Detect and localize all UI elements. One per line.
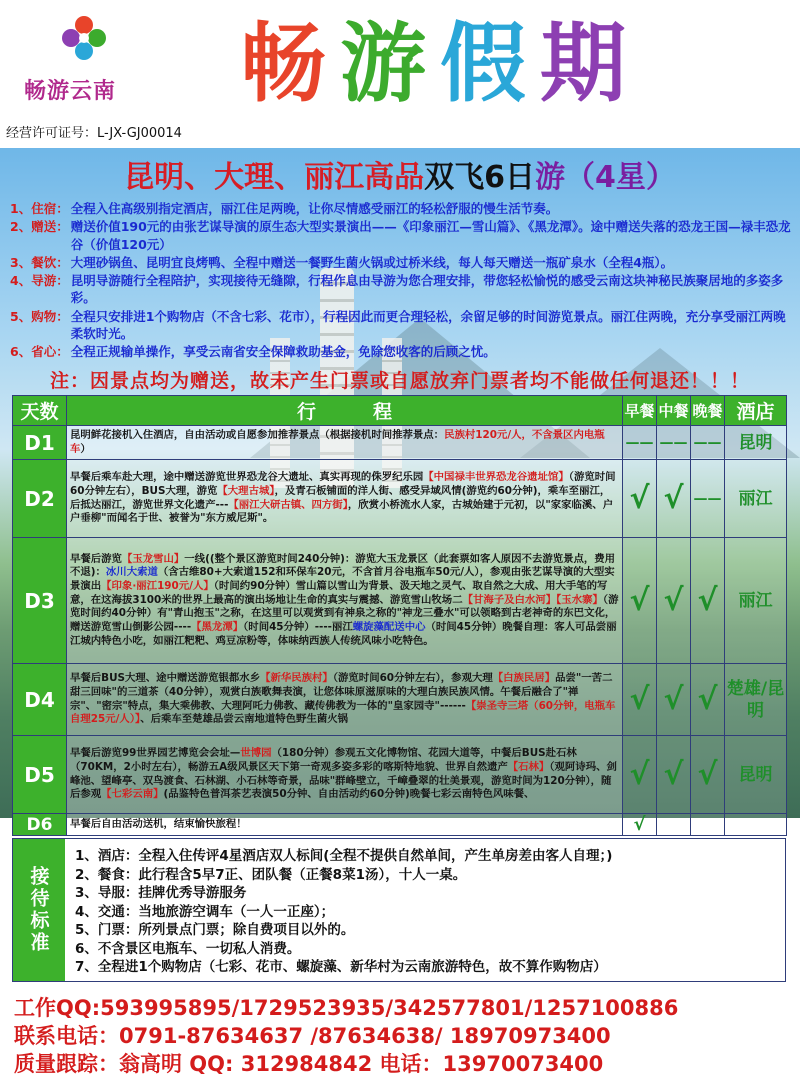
feature-item: [10, 254, 794, 271]
lunch-cell: √: [657, 664, 691, 736]
hotel-cell: 丽江: [725, 460, 787, 538]
dinner-cell: √: [691, 664, 725, 736]
features-list: [10, 200, 794, 362]
feature-text: 昆明导游随行全程陪护，实现接待无缝隙，行程作息由导游为您合理安排，带您轻松愉悦的感受云南这块神秘民族聚居地的多姿多彩。: [70, 273, 784, 306]
desc-segment: （观阿诗玛、剑峰池、望峰亭、双鸟渡食、石林湖、小石林等奇景，品味"群峰壁立，千嶂叠翠的壮美景观，游览时间为120分钟），随后参观: [70, 760, 617, 801]
desc-segment: (品鉴特色普洱茶艺表演50分钟、自由活动约60分钟)晚餐七彩云南特色风味餐、: [163, 788, 535, 801]
standard-item: 1、酒店：全程入住传评4星酒店双人标间(全程不提供自然单间，产生单房差由客人自理；): [75, 848, 613, 864]
feature-text: 全程只安排进1个购物店（不含七彩、花市），行程因此而更合理轻松，余留足够的时间游览景点。丽江住两晚，充分享受丽江两晚柔软时光。: [70, 308, 786, 342]
desc-segment: （游览时间60分钟左右），BUS大理，游览: [70, 471, 616, 497]
desc-segment: 早餐后游览: [70, 552, 122, 565]
phone-value: 0791-87634637 /87634638/ 18970973400: [119, 1024, 611, 1048]
table-row: [13, 814, 787, 836]
desc-segment: 早餐后自由活动送机，结束愉快旅程！: [70, 817, 247, 830]
feature-label: 赠送：: [31, 219, 69, 235]
header: [0, 0, 800, 148]
feature-text: 赠送价值190元的由张艺谋导演的原生态大型实景演出——《印象丽江—雪山篇》、《黑龙潭》。途中赠送失落的恐龙王国—禄丰恐龙谷（价值120元）: [70, 219, 791, 252]
brand-char: 期: [540, 13, 640, 114]
feature-label: 导游：: [31, 273, 69, 289]
breakfast-cell: √: [623, 460, 657, 538]
desc-segment: ，及青石板铺面的洋人街、感受异域风情(游览约60分钟)，乘车至丽江，后抵达丽江，游览世界文化遗产---: [70, 484, 611, 511]
brand-char: 畅: [240, 13, 340, 114]
breakfast-cell: √: [623, 538, 657, 664]
phone-line: [14, 1020, 611, 1050]
lunch-cell: √: [657, 538, 691, 664]
day-cell: D1: [13, 426, 67, 460]
desc-segment: 、后乘车至楚雄品尝云南地道特色野生菌火锅: [140, 713, 349, 726]
desc-segment: 民族村120元/人，不含景区内电瓶车: [70, 428, 605, 455]
lunch-cell: √: [657, 736, 691, 814]
desc-segment: ）: [80, 442, 91, 455]
standards-list: [65, 839, 785, 981]
feature-number: 2、: [10, 219, 32, 235]
desc-segment: 【黑龙潭】: [191, 621, 244, 634]
desc-segment: 【大理古城】: [217, 484, 275, 497]
feature-label: 住宿：: [31, 201, 69, 216]
header-hotel: 酒店: [725, 396, 787, 426]
hotel-cell: 昆明: [725, 736, 787, 814]
itinerary-desc: [67, 814, 623, 836]
feature-number: 3、: [10, 254, 32, 270]
logo-text: 畅游云南: [24, 79, 117, 104]
desc-segment: 【新华民族村】: [260, 672, 333, 685]
desc-segment: 早餐后BUS大理、途中赠送游览银都水乡: [70, 672, 261, 685]
hotel-cell: 丽江: [725, 538, 787, 664]
dinner-cell: ——: [691, 426, 725, 460]
route-title-part3: 游（4星）: [535, 160, 676, 195]
route-title-part1: 昆明、大理、丽江高品: [124, 160, 425, 195]
desc-segment: 【七彩云南】: [101, 788, 164, 801]
lunch-cell: √: [657, 460, 691, 538]
desc-segment: 【石林】: [507, 760, 550, 773]
desc-segment: （时间约90分钟）雪山篇以雪山为背景、汲天地之灵气、取自然之大成、用大手笔的写意，在这海拔3100米的世界上最高的演出场地让生命的真实与震撼、游览雪山牧场二: [70, 579, 608, 606]
desc-segment: 早餐后游览99世界园艺博览会会址—: [70, 747, 241, 760]
dinner-cell: √: [691, 736, 725, 814]
standard-item: 7、全程进1个购物店（七彩、花市、螺旋藻、新华村为云南旅游特色，故不算作购物店）: [75, 959, 607, 975]
desc-segment: （含古维80+大索道152和环保车20元，不含首月谷电瓶车50元/人），参观由张艺谋导演的大型实景演出: [70, 566, 615, 592]
desc-segment: 【印象·丽江190元/人】: [101, 579, 214, 592]
header-breakfast: 早餐: [623, 396, 657, 426]
feature-item: [10, 343, 794, 360]
brand-char: 游: [340, 13, 440, 114]
table-row: [13, 426, 787, 460]
feature-text: 全程正规输单操作，享受云南省安全保障救助基金，免除您收客的后顾之忧。: [70, 344, 496, 360]
flower-logo-icon: [60, 14, 108, 62]
feature-item: [10, 218, 794, 253]
tracking-line: [14, 1048, 603, 1078]
lunch-cell: ——: [657, 426, 691, 460]
desc-segment: 【甘海子及白水河】: [462, 593, 557, 606]
itinerary-desc: [67, 664, 623, 736]
standard-item: 4、交通：当地旅游空调车（一人一正座）；: [75, 903, 335, 920]
lunch-cell: [657, 814, 691, 836]
route-title: [0, 152, 800, 196]
itinerary-table: [12, 395, 787, 836]
desc-segment: ，欣赏小桥流水人家，古城始建于元初，以"家家临溪、户户垂柳"而闻名于世、被誉为"东方威尼斯"。: [70, 498, 614, 525]
breakfast-cell: ——: [623, 426, 657, 460]
desc-segment: 【玉水寨】: [556, 593, 603, 606]
desc-segment: 【玉龙雪山】: [121, 552, 185, 565]
desc-segment: 一线((整个景区游览时间240分钟)：游览大玉龙景区（此套票如客人原因不去游览景点，费用不退)：: [70, 552, 616, 579]
desc-segment: 【丽江大研古镇、四方街】: [228, 498, 348, 511]
brand-char: 假: [440, 13, 540, 114]
dinner-cell: ——: [691, 460, 725, 538]
reception-standards: [12, 838, 786, 982]
desc-segment: 早餐后乘车赴大理，途中赠送游览世界恐龙谷大遗址、真实再现的侏罗纪乐园: [70, 471, 424, 484]
table-row: [13, 460, 787, 538]
desc-segment: 螺旋藻配送中心: [352, 621, 426, 634]
header-dinner: 晚餐: [691, 396, 725, 426]
day-cell: D2: [13, 460, 67, 538]
itinerary-desc: [67, 460, 623, 538]
itinerary-desc: [67, 736, 623, 814]
hotel-cell: 楚雄/昆明: [725, 664, 787, 736]
desc-segment: 昆明鲜花接机入住酒店，自由活动或自愿参加推荐景点（根据接机时间推荐景点：: [70, 428, 445, 441]
standards-label: 接待标准: [13, 839, 65, 981]
desc-segment: （时间45分钟）晚餐自理：客人可品尝丽江城内特色小吃，如丽江粑粑、鸡豆凉粉等，体味纳西族人传统风味小吃特色。: [70, 621, 617, 647]
day-cell: D3: [13, 538, 67, 664]
feature-number: 4、: [10, 273, 32, 289]
feature-label: 省心：: [31, 344, 69, 360]
table-row: [13, 538, 787, 664]
qq-label: 工作QQ:: [14, 996, 101, 1020]
desc-segment: 【中国禄丰世界恐龙谷遗址馆】: [423, 471, 569, 484]
day-cell: D4: [13, 664, 67, 736]
hotel-cell: [725, 814, 787, 836]
header-lunch: 中餐: [657, 396, 691, 426]
desc-segment: （时间45分钟）----丽江: [243, 621, 353, 634]
desc-segment: （游览时间60分钟左右），参观大理: [332, 672, 493, 685]
day-cell: D6: [13, 814, 67, 836]
tracking-value: 翁高明 QQ: 312984842 电话：13970073400: [119, 1052, 604, 1076]
hotel-cell: 昆明: [725, 426, 787, 460]
feature-item: [10, 272, 794, 307]
qq-line: [14, 992, 678, 1022]
feature-label: 购物：: [31, 308, 69, 324]
route-title-part2: 双飞6日: [424, 160, 535, 195]
feature-text: 全程入住高级别指定酒店，丽江住足两晚，让你尽情感受丽江的轻松舒服的慢生活节奏。: [70, 201, 559, 216]
desc-segment: 冰川大索道: [105, 566, 158, 579]
breakfast-cell: √: [623, 664, 657, 736]
header-itinerary: 行 程: [67, 396, 623, 426]
itinerary-desc: [67, 426, 623, 460]
table-row: [13, 736, 787, 814]
standard-item: 2、餐食：此行程含5早7正、团队餐（正餐8菜1汤），十人一桌。: [75, 866, 467, 883]
refund-notice: 注：因景点均为赠送，故未产生门票或自愿放弃门票者均不能做任何退还！！！: [49, 370, 750, 392]
qq-value: 593995895/1729523935/342577801/1257100886: [100, 996, 679, 1020]
table-header-row: [13, 396, 787, 426]
feature-item: [10, 200, 794, 217]
feature-text: 大理砂锅鱼、昆明宜良烤鸭、全程中赠送一餐野生菌火锅或过桥米线，每人每天赠送一瓶矿泉水（全程4瓶）。: [70, 254, 674, 270]
feature-label: 餐饮：: [31, 254, 69, 270]
breakfast-cell: √: [623, 814, 657, 836]
breakfast-cell: √: [623, 736, 657, 814]
feature-number: 5、: [10, 308, 32, 324]
phone-label: 联系电话：: [14, 1024, 119, 1048]
feature-item: [10, 308, 794, 343]
desc-segment: 世博园: [240, 747, 272, 760]
desc-segment: （180分钟）参观五文化博物馆、花园大道等，中餐后BUS赴石林（70KM，2小时左右），畅游五A级风景区天下第一奇观多姿多彩的喀斯特地貌、世界自然遗产: [70, 747, 577, 773]
desc-segment: 【崇圣寺三塔（60分钟，电瓶车自理25元/人）】: [70, 699, 616, 726]
header-day: 天数: [13, 396, 67, 426]
standard-item: 6、不含景区电瓶车、一切私人消费。: [75, 940, 301, 957]
desc-segment: 【白族民居】: [492, 672, 556, 685]
feature-number: 6、: [10, 344, 32, 360]
desc-segment: （游览时间约40分钟）有"青山抱玉"之称，在这里可以观赏到有神泉之称的"神龙三叠水"可以领略到古老神奇的东巴文化，赠送游览雪山倒影公园----: [70, 593, 619, 634]
brand-title: [240, 14, 640, 114]
table-row: [13, 664, 787, 736]
dinner-cell: [691, 814, 725, 836]
tracking-label: 质量跟踪：: [14, 1052, 119, 1076]
standard-item: 3、导服：挂牌优秀导游服务: [75, 885, 247, 901]
dinner-cell: √: [691, 538, 725, 664]
standard-item: 5、门票：所列景点门票；除自费项目以外的。: [75, 922, 355, 938]
day-cell: D5: [13, 736, 67, 814]
license-number: 经营许可证号：L-JX-GJ00014: [6, 126, 182, 141]
itinerary-desc: [67, 538, 623, 664]
feature-number: 1、: [10, 201, 32, 216]
contact-footer: [0, 992, 800, 1078]
desc-segment: 品尝"一苦二甜三回味"的三道茶（40分钟），观赏白族歌舞表演，让您体味原滋原味的大理白族民族风情。午餐后融合了"禅宗"、"密宗"特点，集大乘佛教、大理阿吒力佛教、藏传佛教为一体的"皇家园寺"------: [70, 672, 613, 712]
